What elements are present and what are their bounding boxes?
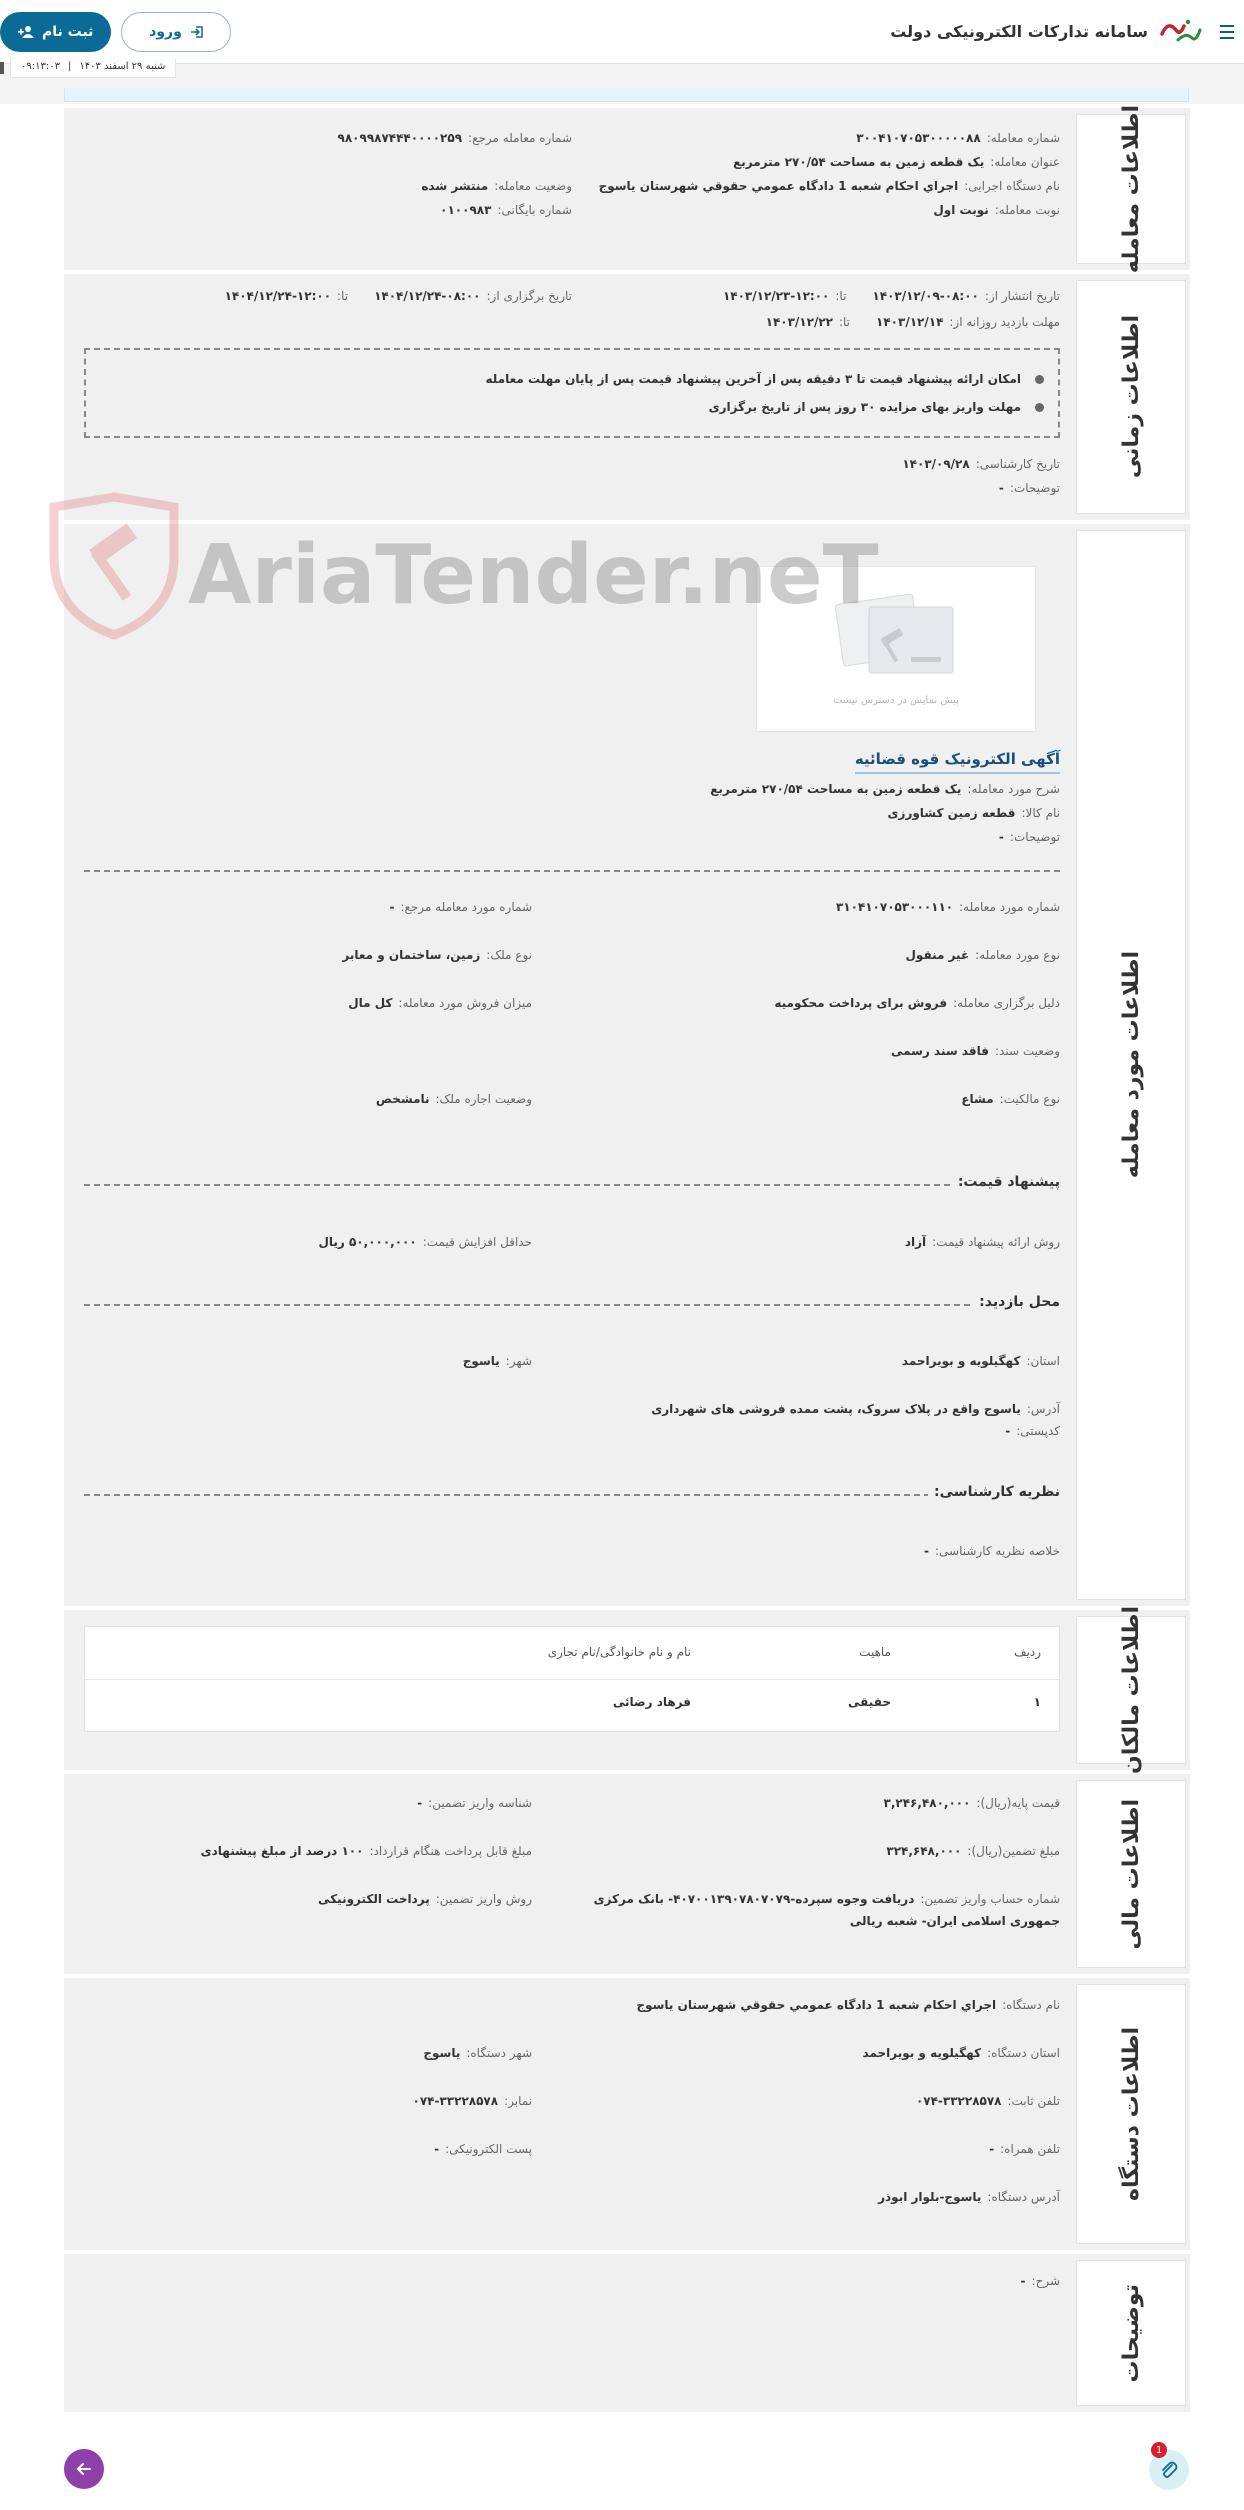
offer-method-field: روش ارائه پیشنهاد قیمت: آزاد [904,1235,1060,1249]
sale-amount-field: میزان فروش مورد معامله: کل مال [348,996,532,1010]
table-header: ردیف [1014,1645,1041,1659]
finance-label: اطلاعات مالی [1076,1780,1186,1968]
finance-section [64,1774,1190,1974]
condition-item: مهلت واریز بهای مزایده ۳۰ روز پس از تاریخ برگزاری [709,400,1044,414]
item-kind-field: نوع مورد معامله: غیر منقول [905,948,1060,962]
org-city-field: شهر دستگاه: یاسوج [423,2046,532,2060]
publish-date-field: تاریخ انتشار از: ۱۴۰۳/۱۲/۰۹-۰۸:۰۰ تا: ۱۴۰۳/۱۲/۲۳-۱۲:۰۰ [722,289,1060,303]
table-header: نام و نام خانوادگی/نام تجاری [547,1645,691,1659]
notes-desc-field: شرح: - [1020,2274,1060,2288]
archive-field: شماره بایگانی: ۰۱۰۰۹۸۳ [440,203,572,217]
condition-item: امکان ارائه پیشنهاد قیمت تا ۳ دقیقه پس از آخرین پیشنهاد قیمت پس از پایان مهلت معامله [486,372,1044,386]
setad-logo [1158,12,1202,52]
item-notes-field: توضیحات: - [998,830,1060,844]
org-mobile-field: تلفن همراه: - [989,2142,1060,2156]
ad-title: آگهی الکترونیک قوه قضائیه [855,750,1060,774]
date-time-tab: شنبه ۲۹ اسفند ۱۴۰۳ | ۰۹:۱۳:۰۳ [10,58,176,78]
city-field: شهر: یاسوج [462,1354,532,1368]
attachment-count-badge: 1 [1151,2442,1167,2458]
watermark-text: AriaTender.neT [188,528,879,623]
reason-field: دلیل برگزاری معامله: فروش برای پرداخت محکومیه [774,996,1060,1010]
conditions-box [84,348,1060,438]
register-button[interactable] [0,12,111,52]
hold-date-field: تاریخ برگزاری از: ۱۴۰۴/۱۲/۲۴-۰۸:۰۰ تا: ۱۴۰۴/۱۲/۲۴-۱۲:۰۰ [224,289,572,303]
login-icon [190,25,204,39]
item-desc-field: شرح مورد معامله: یک قطعه زمین به مساحت ۲۷۰/۵۴ مترمربع [710,782,1060,796]
visit-place-heading: محل بازدید: [973,1294,1060,1310]
divider [84,870,1060,872]
login-button[interactable] [121,12,231,52]
table-cell: فرهاد رضائی [612,1695,691,1709]
org-phone-field: تلفن ثابت: ۰۷۴-۳۳۲۲۸۵۷۸ [915,2094,1060,2108]
expert-summary-field: خلاصه نظریه کارشناسی: - [924,1544,1060,1558]
time-text: ۰۹:۱۳:۰۳ [21,61,60,72]
guarantee-account-field-line2: جمهوری اسلامی ایران- شعبه ریالی [849,1914,1060,1928]
site-title: سامانه تدارکات الکترونیکی دولت [890,22,1148,41]
deal-info-section [64,104,1190,274]
document-status-field: وضعیت سند: فاقد سند رسمی [890,1044,1060,1058]
org-name-field: نام دستگاه: اجراي احكام شعبه 1 دادگاه عمومي حقوقي شهرستان ياسوج [636,1998,1060,2012]
owners-table [84,1626,1060,1732]
executor-field: نام دستگاه اجرایی: اجراي احكام شعبه 1 دادگاه عمومي حقوقي شهرستان ياسوج [598,179,1060,193]
back-button[interactable] [64,2449,104,2489]
deal-subject-field: عنوان معامله: یک قطعه زمین به مساحت ۲۷۰/۵۴ مترمربع [733,155,1060,169]
address-field: آدرس: یاسوج واقع در پلاک سروک، پشت ممده فروشی های شهرداری [651,1402,1060,1416]
no-preview-text: پیش نمایش در دسترس نیست [833,695,959,706]
timing-info-section [64,274,1190,520]
org-province-field: استان دستگاه: کهگیلویه و بویراحمد [862,2046,1060,2060]
payment-method-field: روش واریز تضمین: پرداخت الکترونیکی [318,1892,532,1906]
org-email-field: پست الکترونیکی: - [434,2142,532,2156]
register-label: ثبت نام [42,24,94,40]
side-marker [0,62,4,74]
date-text: شنبه ۲۹ اسفند ۱۴۰۳ [79,61,166,72]
bullet-icon [1035,403,1044,412]
divider [84,1494,1060,1496]
deal-status-field: وضعیت معامله: منتشر شده [421,179,572,193]
ownership-field: نوع مالکیت: مشاع [961,1092,1060,1106]
hamburger-menu-icon[interactable] [1212,21,1234,43]
info-strip [64,88,1189,102]
item-info-label: اطلاعات مورد معامله [1076,530,1186,1600]
notes-section [64,2254,1190,2412]
province-field: استان: کهگیلویه و بویراحمد [901,1354,1060,1368]
divider [84,1304,1060,1306]
top-header [0,0,1244,64]
table-cell: ۱ [1033,1695,1041,1709]
org-address-field: آدرس دستگاه: یاسوج-بلوار ابوذر [878,2190,1060,2204]
owners-label: اطلاعات مالکان [1076,1616,1186,1764]
offer-heading: پیشنهاد قیمت: [952,1174,1060,1190]
login-label: ورود [149,24,182,40]
postal-code-field: کدپستی: - [1005,1424,1060,1438]
ref-item-field: شماره مورد معامله مرجع: - [389,900,532,914]
guarantee-amount-field: مبلغ تضمین(ریال): ۳۲۴,۶۴۸,۰۰۰ [886,1844,1060,1858]
base-price-field: قیمت پایه(ریال): ۳,۲۴۶,۴۸۰,۰۰۰ [883,1796,1060,1810]
org-fax-field: نمابر: ۰۷۴-۳۳۲۲۸۵۷۸ [412,2094,532,2108]
contract-payable-field: مبلغ قابل پرداخت هنگام قرارداد: ۱۰۰ درصد از مبلغ پیشنهادی [200,1844,532,1858]
table-header: ماهیت [859,1645,891,1659]
min-increase-field: حداقل افزایش قیمت: ۵۰,۰۰۰,۰۰۰ ریال [318,1235,532,1249]
arrow-left-icon [75,2460,93,2478]
auth-buttons [0,12,231,52]
goods-name-field: نام کالا: قطعه زمین کشاورزی [887,806,1060,820]
deal-turn-field: نوبت معامله: نوبت اول [933,203,1060,217]
table-cell: حقیقی [848,1695,891,1709]
item-number-field: شماره مورد معامله: ۳۱۰۴۱۰۷۰۵۳۰۰۰۱۱۰ [835,900,1060,914]
deal-number-field: شماره معامله: ۳۰۰۴۱۰۷۰۵۳۰۰۰۰۰۸۸ [856,131,1060,145]
ariatender-watermark [48,495,879,645]
divider [84,1184,1060,1186]
expert-opinion-heading: نظریه کارشناسی: [928,1484,1060,1500]
guarantee-account-field: شماره حساب واریز تضمین: دریافت وجوه سپرده-۴۰۷۰۰۱۳۹۰۷۸۰۷۰۷۹- بانک مرکزی [593,1892,1060,1906]
item-info-section [64,524,1190,1606]
notes-label: توضیحات [1076,2260,1186,2406]
org-info-label: اطلاعات دستگاه [1076,1984,1186,2244]
timing-desc-field: توضیحات: - [998,481,1060,495]
ref-number-field: شماره معامله مرجع: ۹۸۰۹۹۸۷۴۴۴۰۰۰۰۲۵۹ [337,131,572,145]
expert-date-field: تاریخ کارشناسی: ۱۴۰۳/۰۹/۲۸ [902,457,1060,471]
paperclip-icon [1159,2460,1179,2480]
owners-section [64,1606,1190,1774]
lease-status-field: وضعیت اجاره ملک: نامشخص [375,1092,532,1106]
org-info-section [64,1978,1190,2250]
guarantee-id-field: شناسه واریز تضمین: - [417,1796,532,1810]
deal-info-label: اطلاعات معامله [1076,114,1186,264]
add-user-icon [18,25,34,39]
attachments-button[interactable] [1149,2444,1189,2490]
timing-info-label: اطلاعات زمانی [1076,280,1186,514]
property-type-field: نوع ملک: زمین، ساختمان و معابر [342,948,532,962]
bullet-icon [1035,375,1044,384]
visit-deadline-field: مهلت بازدید روزانه از: ۱۴۰۳/۱۲/۱۴ تا: ۱۴۰۳/۱۲/۲۲ [765,315,1060,329]
